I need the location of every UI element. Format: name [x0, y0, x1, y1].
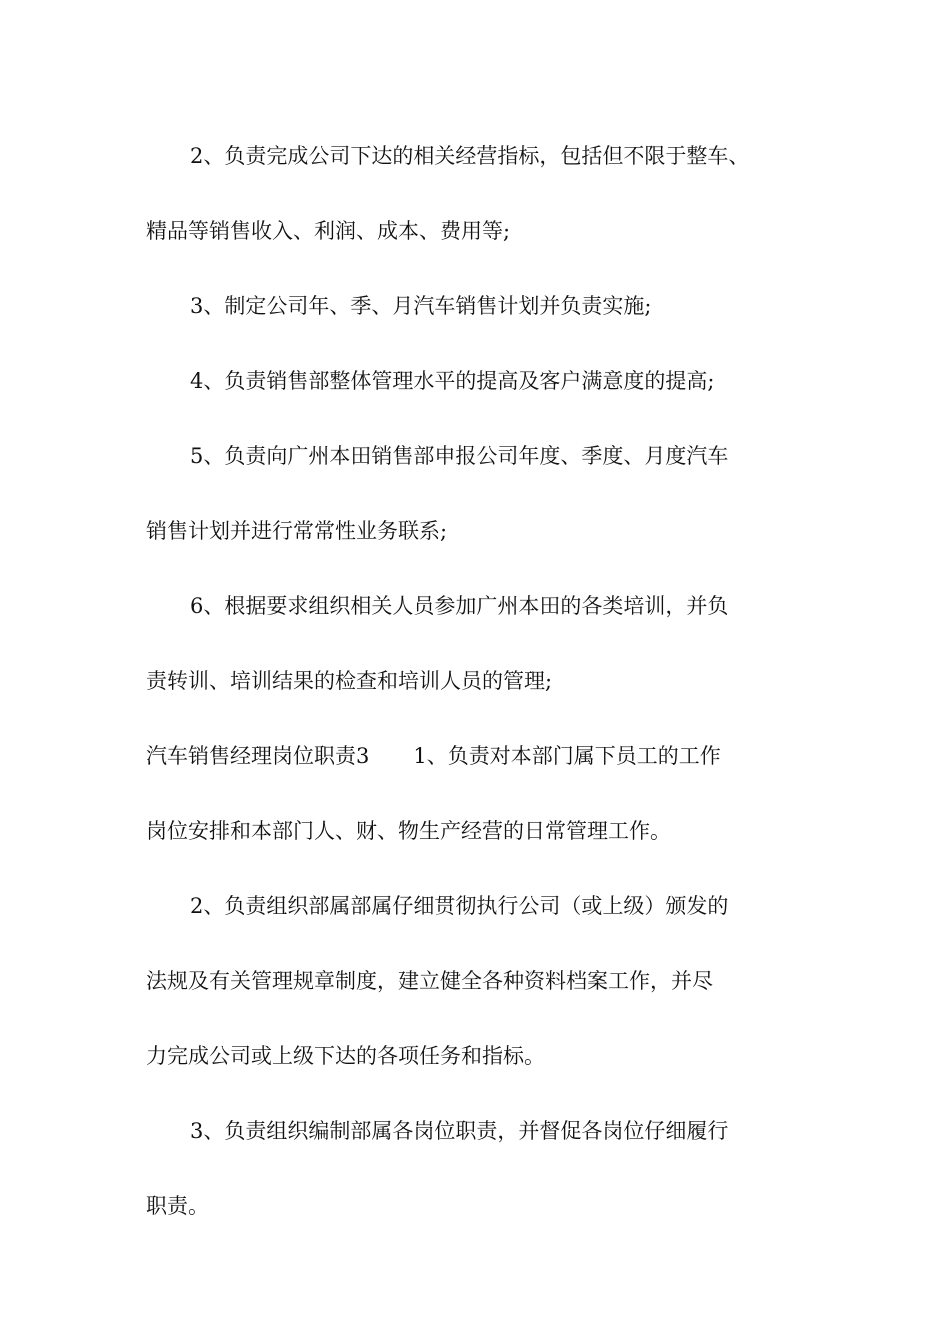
text-line: 2、负责组织部属部属仔细贯彻执行公司（或上级）颁发的: [190, 894, 729, 918]
text-line: 职责。: [146, 1194, 209, 1218]
text-line: 4、负责销售部整体管理水平的提高及客户满意度的提高;: [190, 369, 715, 393]
text-line: 2、负责完成公司下达的相关经营指标，包括但不限于整车、: [190, 144, 750, 168]
text-line: 6、根据要求组织相关人员参加广州本田的各类培训，并负: [190, 594, 729, 618]
text-line: 法规及有关管理规章制度，建立健全各种资料档案工作，并尽: [146, 969, 713, 993]
text-line: 岗位安排和本部门人、财、物生产经营的日常管理工作。: [146, 819, 671, 843]
section-heading-line: [146, 719, 826, 794]
document-body: [146, 119, 826, 1244]
text-line-inline: 1、负责对本部门属下员工的工作: [413, 744, 721, 768]
text-line: 精品等销售收入、利润、成本、费用等;: [146, 219, 511, 243]
text-line: 3、负责组织编制部属各岗位职责，并督促各岗位仔细履行: [190, 1119, 729, 1143]
text-line: 销售计划并进行常常性业务联系;: [146, 519, 448, 543]
text-line: 力完成公司或上级下达的各项任务和指标。: [146, 1044, 545, 1068]
text-line: 责转训、培训结果的检查和培训人员的管理;: [146, 669, 553, 693]
section-heading: 汽车销售经理岗位职责3: [146, 744, 370, 768]
text-line: 3、制定公司年、季、月汽车销售计划并负责实施;: [190, 294, 652, 318]
text-line: 5、负责向广州本田销售部申报公司年度、季度、月度汽车: [190, 444, 729, 468]
